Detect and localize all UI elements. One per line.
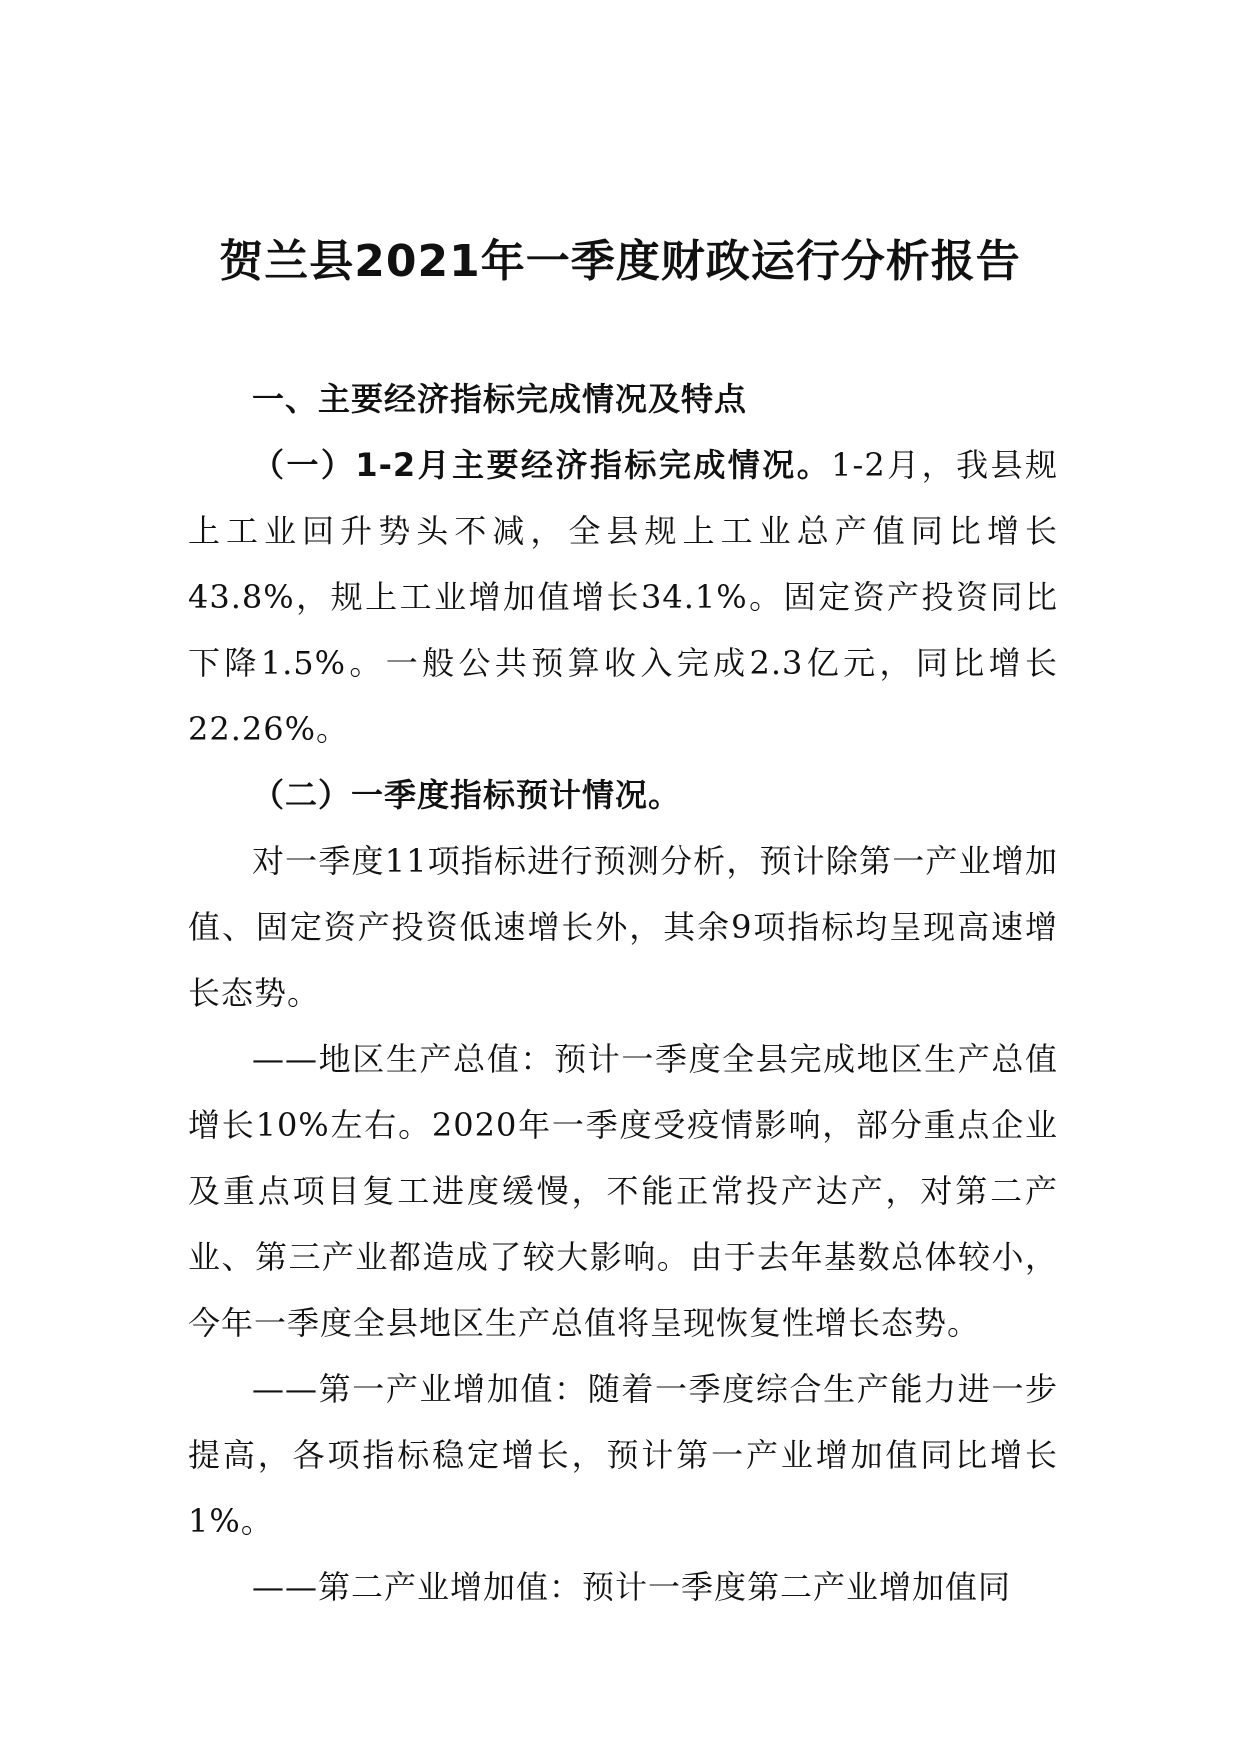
section-heading: 一、主要经济指标完成情况及特点	[252, 380, 748, 418]
subsection-paragraph	[188, 432, 1058, 762]
subsection-heading: （二）一季度指标预计情况。	[252, 776, 682, 814]
body-paragraph: ——地区生产总值：预计一季度全县完成地区生产总值增长10%左右。2020年一季度受疫情影响，部分重点企业及重点项目复工进度缓慢，不能正常投产达产，对第二产业、第三产业都造成了较大影响。由于去年基数总体较小，今年一季度全县地区生产总值将呈现恢复性增长态势。	[188, 1040, 1058, 1342]
subsection-body: 1-2月，我县规上工业回升势头不减，全县规上工业总产值同比增长43.8%，规上工业增加值增长34.1%。固定资产投资同比下降1.5%。一般公共预算收入完成2.3亿元，同比增长22.26%。	[188, 446, 1058, 748]
document-body	[188, 366, 1058, 1620]
body-paragraph: 对一季度11项指标进行预测分析，预计除第一产业增加值、固定资产投资低速增长外，其余9项指标均呈现高速增长态势。	[188, 842, 1058, 1012]
subsection-lead: （一）1-2月主要经济指标完成情况。	[252, 446, 832, 484]
document-title: 贺兰县2021年一季度财政运行分析报告	[219, 236, 1021, 287]
body-paragraph: ——第二产业增加值：预计一季度第二产业增加值同	[252, 1568, 1012, 1606]
body-paragraph: ——第一产业增加值：随着一季度综合生产能力进一步提高，各项指标稳定增长，预计第一产业增加值同比增长1%。	[188, 1370, 1058, 1540]
